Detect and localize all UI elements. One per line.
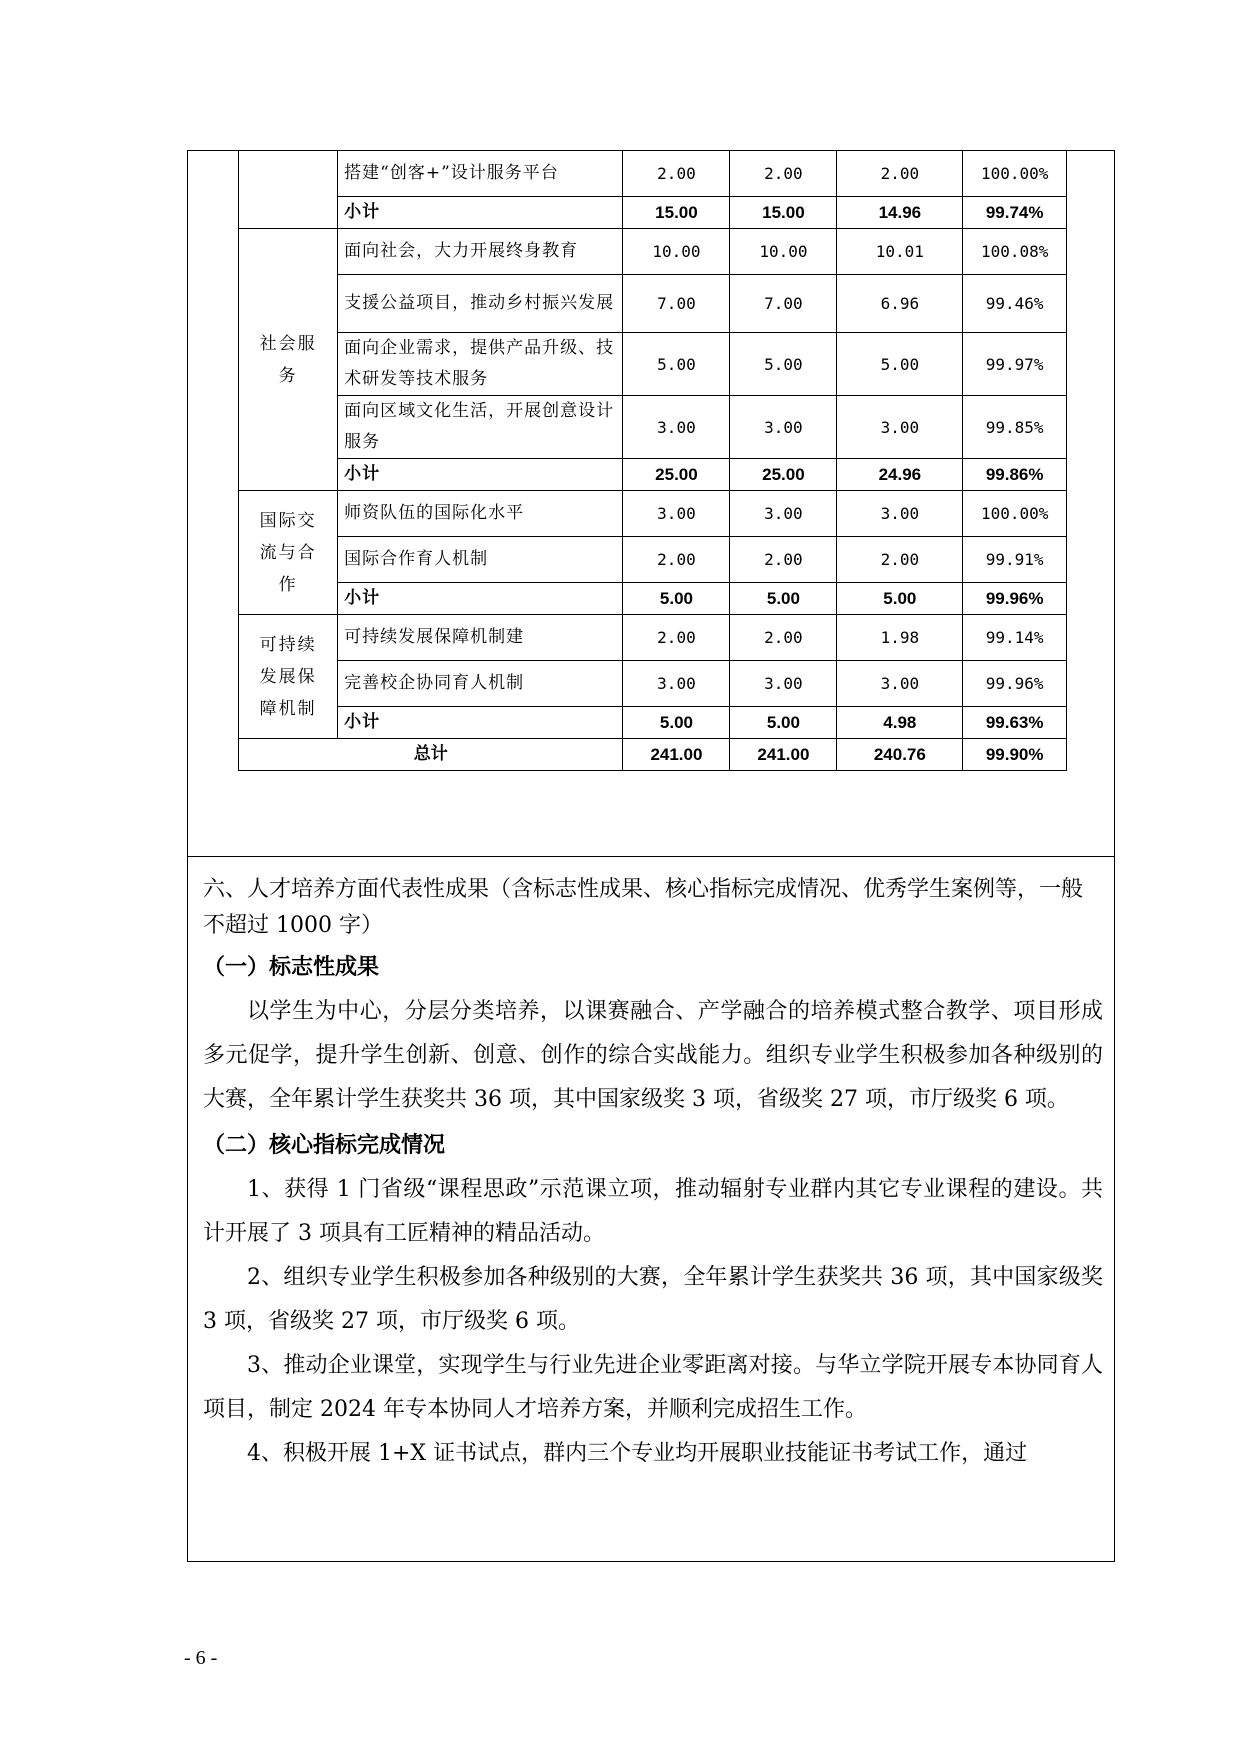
item-cell: 小计 bbox=[338, 459, 623, 491]
value-cell: 2.00 bbox=[837, 537, 963, 583]
category-cell bbox=[239, 151, 338, 229]
value-cell: 10.00 bbox=[623, 229, 730, 275]
value-cell: 3.00 bbox=[730, 396, 837, 459]
value-cell: 3.00 bbox=[730, 491, 837, 537]
list-item: 3、推动企业课堂，实现学生与行业先进企业零距离对接。与华立学院开展专本协同育人项目，制定 2024 年专本协同人才培养方案，并顺利完成招生工作。 bbox=[203, 1353, 1103, 1422]
value-cell: 3.00 bbox=[730, 661, 837, 707]
value-cell: 15.00 bbox=[623, 197, 730, 229]
section-divider bbox=[188, 856, 1114, 857]
item-cell: 可持续发展保障机制建 bbox=[338, 615, 623, 661]
value-cell: 240.76 bbox=[837, 739, 963, 771]
value-cell: 7.00 bbox=[623, 275, 730, 333]
budget-table bbox=[238, 150, 1067, 771]
value-cell: 15.00 bbox=[730, 197, 837, 229]
item-cell: 支援公益项目，推动乡村振兴发展 bbox=[338, 275, 623, 333]
value-cell: 2.00 bbox=[623, 151, 730, 197]
table-row bbox=[239, 396, 1067, 459]
subtotal-row bbox=[239, 583, 1067, 615]
rate-cell: 99.63% bbox=[963, 707, 1067, 739]
value-cell: 5.00 bbox=[837, 583, 963, 615]
category-cell: 社会服务 bbox=[239, 229, 338, 491]
table-row bbox=[239, 275, 1067, 333]
value-cell: 10.00 bbox=[730, 229, 837, 275]
value-cell: 5.00 bbox=[730, 333, 837, 396]
value-cell: 4.98 bbox=[837, 707, 963, 739]
table-row bbox=[239, 229, 1067, 275]
value-cell: 3.00 bbox=[837, 491, 963, 537]
value-cell: 14.96 bbox=[837, 197, 963, 229]
value-cell: 241.00 bbox=[730, 739, 837, 771]
table-row bbox=[239, 333, 1067, 396]
item-cell: 小计 bbox=[338, 583, 623, 615]
total-row bbox=[239, 739, 1067, 771]
value-cell: 2.00 bbox=[730, 151, 837, 197]
subtotal-row bbox=[239, 459, 1067, 491]
value-cell: 2.00 bbox=[730, 615, 837, 661]
value-cell: 10.01 bbox=[837, 229, 963, 275]
table-row bbox=[239, 661, 1067, 707]
item-cell: 师资队伍的国际化水平 bbox=[338, 491, 623, 537]
rate-cell: 99.97% bbox=[963, 333, 1067, 396]
item-cell: 小计 bbox=[338, 707, 623, 739]
value-cell: 5.00 bbox=[623, 583, 730, 615]
value-cell: 3.00 bbox=[623, 661, 730, 707]
rate-cell: 100.08% bbox=[963, 229, 1067, 275]
value-cell: 2.00 bbox=[837, 151, 963, 197]
rate-cell: 99.14% bbox=[963, 615, 1067, 661]
value-cell: 2.00 bbox=[623, 537, 730, 583]
item-cell: 面向企业需求，提供产品升级、技术研发等技术服务 bbox=[338, 333, 623, 396]
subtotal-row bbox=[239, 197, 1067, 229]
subtotal-row bbox=[239, 707, 1067, 739]
category-cell: 可持续发展保障机制 bbox=[239, 615, 338, 739]
item-cell: 完善校企协同育人机制 bbox=[338, 661, 623, 707]
list-item: 4、积极开展 1+X 证书试点，群内三个专业均开展职业技能证书考试工作，通过 bbox=[247, 1441, 1028, 1466]
table-row bbox=[239, 537, 1067, 583]
value-cell: 5.00 bbox=[623, 707, 730, 739]
value-cell: 5.00 bbox=[623, 333, 730, 396]
value-cell: 5.00 bbox=[730, 583, 837, 615]
category-cell: 国际交流与合作 bbox=[239, 491, 338, 615]
page-number: - 6 - bbox=[184, 1647, 218, 1669]
value-cell: 24.96 bbox=[837, 459, 963, 491]
rate-cell: 99.74% bbox=[963, 197, 1067, 229]
section-6 bbox=[203, 872, 1103, 1476]
item-cell: 国际合作育人机制 bbox=[338, 537, 623, 583]
list-item: 1、获得 1 门省级“课程思政”示范课立项，推动辐射专业群内其它专业课程的建设。共计开展了 3 项具有工匠精神的精品活动。 bbox=[203, 1177, 1103, 1246]
subsection-1-heading: （一）标志性成果 bbox=[203, 954, 380, 980]
rate-cell: 99.46% bbox=[963, 275, 1067, 333]
value-cell: 5.00 bbox=[730, 707, 837, 739]
value-cell: 3.00 bbox=[837, 661, 963, 707]
rate-cell: 100.00% bbox=[963, 151, 1067, 197]
value-cell: 6.96 bbox=[837, 275, 963, 333]
item-cell: 面向社会，大力开展终身教育 bbox=[338, 229, 623, 275]
paragraph: 以学生为中心，分层分类培养，以课赛融合、产学融合的培养模式整合教学、项目形成多元促学，提升学生创新、创意、创作的综合实战能力。组织专业学生积极参加各种级别的大赛，全年累计学生获奖共 36 项，其中国家级奖 3 项，省级奖 27 项，市厅级奖 6 项。 bbox=[203, 999, 1103, 1112]
value-cell: 5.00 bbox=[837, 333, 963, 396]
value-cell: 3.00 bbox=[837, 396, 963, 459]
value-cell: 7.00 bbox=[730, 275, 837, 333]
item-cell: 小计 bbox=[338, 197, 623, 229]
section-6-title: 六、人才培养方面代表性成果（含标志性成果、核心指标完成情况、优秀学生案例等，一般不超过 1000 字） bbox=[203, 877, 1084, 938]
subsection-2-heading: （二）核心指标完成情况 bbox=[203, 1132, 446, 1158]
table-row bbox=[239, 151, 1067, 197]
total-label: 总计 bbox=[239, 739, 623, 771]
rate-cell: 99.96% bbox=[963, 583, 1067, 615]
rate-cell: 99.91% bbox=[963, 537, 1067, 583]
rate-cell: 99.96% bbox=[963, 661, 1067, 707]
value-cell: 25.00 bbox=[730, 459, 837, 491]
table-row bbox=[239, 491, 1067, 537]
value-cell: 1.98 bbox=[837, 615, 963, 661]
item-cell: 搭建“创客+”设计服务平台 bbox=[338, 151, 623, 197]
item-cell: 面向区域文化生活，开展创意设计服务 bbox=[338, 396, 623, 459]
value-cell: 2.00 bbox=[730, 537, 837, 583]
rate-cell: 99.86% bbox=[963, 459, 1067, 491]
value-cell: 25.00 bbox=[623, 459, 730, 491]
table-row bbox=[239, 615, 1067, 661]
rate-cell: 100.00% bbox=[963, 491, 1067, 537]
rate-cell: 99.90% bbox=[963, 739, 1067, 771]
value-cell: 2.00 bbox=[623, 615, 730, 661]
list-item: 2、组织专业学生积极参加各种级别的大赛，全年累计学生获奖共 36 项，其中国家级奖 3 项，省级奖 27 项，市厅级奖 6 项。 bbox=[203, 1265, 1103, 1334]
value-cell: 241.00 bbox=[623, 739, 730, 771]
value-cell: 3.00 bbox=[623, 491, 730, 537]
value-cell: 3.00 bbox=[623, 396, 730, 459]
rate-cell: 99.85% bbox=[963, 396, 1067, 459]
